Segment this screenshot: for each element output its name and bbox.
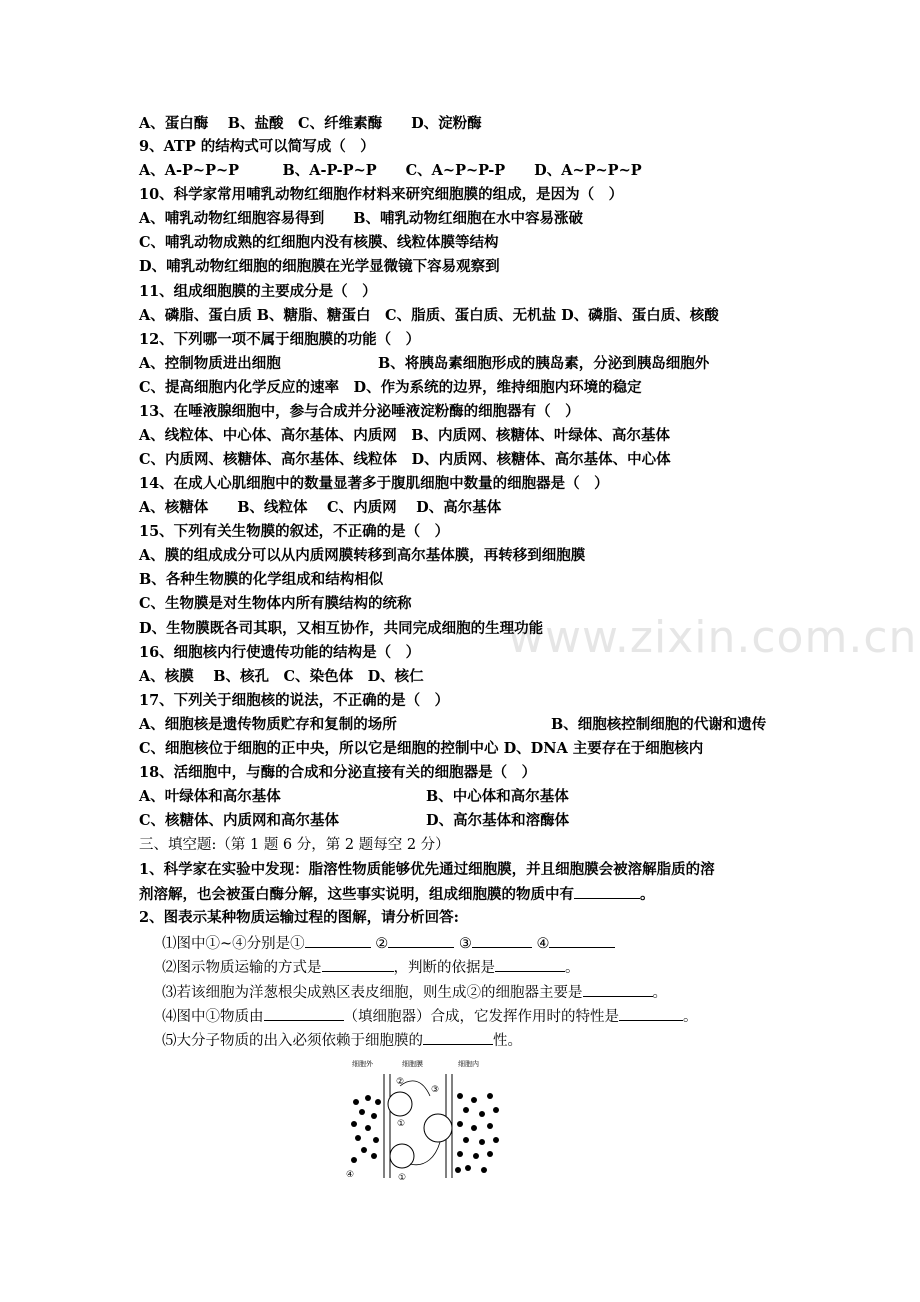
q10-option-c: C、哺乳动物成熟的红细胞内没有核膜、线粒体膜等结构 (139, 234, 499, 251)
fill2-stem: 2、图表示某种物质运输过程的图解，请分析回答: (139, 909, 459, 926)
fill1-line2 (139, 884, 655, 905)
transport-diagram (340, 1056, 520, 1188)
fill2-sub4 (162, 1006, 698, 1027)
q9-stem: 9、ATP 的结构式可以简写成（ ） (139, 138, 375, 155)
mark-3: ③ (431, 1085, 440, 1095)
fill1-end: 。 (640, 886, 655, 903)
q9-options: A、A-P~P~P B、A-P-P~P C、A~P~P-P D、A~P~P~P (139, 162, 642, 179)
fill2-sub5 (162, 1030, 522, 1051)
sub2-blank-1[interactable] (322, 957, 394, 972)
q15-option-c: C、生物膜是对生物体内所有膜结构的统称 (139, 595, 412, 612)
watermark: www.zixin.com.cn (508, 612, 918, 663)
sub5-text-a: ⑸大分子物质的出入必须依赖于细胞膜的 (162, 1033, 423, 1049)
q18-option-b: B、中心体和高尔基体 (426, 788, 569, 805)
sub1-text: ⑴图中①~④分别是① (162, 936, 305, 952)
q17-option-b: B、细胞核控制细胞的代谢和遗传 (551, 716, 767, 733)
label-inside: 细胞内 (458, 1060, 479, 1068)
sub1-blank-2[interactable] (388, 933, 454, 948)
q10-option-ab: A、哺乳动物红细胞容易得到 B、哺乳动物红细胞在水中容易涨破 (139, 210, 584, 227)
q18-option-d: D、高尔基体和溶酶体 (426, 812, 570, 829)
sub2-text-a: ⑵图示物质运输的方式是 (162, 960, 322, 976)
q17-stem: 17、下列关于细胞核的说法，不正确的是（ ） (139, 692, 450, 709)
q17-option-a: A、细胞核是遗传物质贮存和复制的场所 (139, 716, 397, 733)
mark-2: ② (396, 1077, 405, 1087)
q14-stem: 14、在成人心肌细胞中的数量显著多于腹肌细胞中数量的细胞器是（ ） (139, 475, 609, 492)
q10-option-d: D、哺乳动物红细胞的细胞膜在光学显微镜下容易观察到 (139, 258, 500, 275)
q15-option-d: D、生物膜既各司其职，又相互协作，共同完成细胞的生理功能 (139, 620, 544, 637)
label-outside: 细胞外 (352, 1060, 373, 1068)
q13-stem: 13、在唾液腺细胞中，参与合成并分泌唾液淀粉酶的细胞器有（ ） (139, 403, 580, 420)
sub4-blank-1[interactable] (264, 1006, 344, 1021)
sub5-text-b: 性。 (493, 1033, 522, 1049)
q13-options-ab: A、线粒体、中心体、高尔基体、内质网 B、内质网、核糖体、叶绿体、高尔基体 (139, 427, 671, 444)
fill2-sub2 (162, 957, 580, 978)
mark-1-lower: ① (398, 1173, 407, 1183)
sub4-text-b: （填细胞器）合成，它发挥作用时的特性是 (343, 1009, 619, 1025)
label-membrane: 细胞膜 (402, 1060, 423, 1068)
sub4-blank-2[interactable] (619, 1006, 683, 1021)
arrow-lower (410, 1142, 440, 1165)
fill1-text: 剂溶解，也会被蛋白酶分解，这些事实说明，组成细胞膜的物质中有 (139, 886, 574, 903)
sub4-text-a: ⑷图中①物质由 (162, 1009, 264, 1025)
inside-molecules (455, 1093, 499, 1173)
sub1-mark-4: ④ (536, 936, 550, 952)
sub1-mark-3: ③ (458, 936, 472, 952)
q16-options: A、核膜 B、核孔 C、染色体 D、核仁 (139, 668, 424, 685)
sub3-text: ⑶若该细胞为洋葱根尖成熟区表皮细胞，则生成②的细胞器主要是 (162, 985, 583, 1001)
q10-stem: 10、科学家常用哺乳动物红细胞作材料来研究细胞膜的组成，是因为（ ） (139, 186, 624, 203)
fill2-sub1 (162, 933, 615, 954)
mark-4: ④ (346, 1170, 355, 1180)
sub1-blank-3[interactable] (472, 933, 532, 948)
q11-stem: 11、组成细胞膜的主要成分是（ ） (139, 283, 377, 300)
q16-stem: 16、细胞核内行使遗传功能的结构是（ ） (139, 644, 421, 661)
q18-stem: 18、活细胞中，与酶的合成和分泌直接有关的细胞器是（ ） (139, 764, 537, 781)
q15-option-a: A、膜的组成成分可以从内质网膜转移到高尔基体膜，再转移到细胞膜 (139, 547, 586, 564)
fill1-blank[interactable] (574, 884, 640, 899)
sub1-blank-1[interactable] (305, 933, 371, 948)
q12-option-b: B、将胰岛素细胞形成的胰岛素，分泌到胰岛细胞外 (378, 355, 710, 372)
sub5-blank[interactable] (423, 1030, 493, 1045)
sub2-text-b: ，判断的依据是 (393, 960, 495, 976)
mark-1-upper: ① (397, 1119, 406, 1129)
q18-options-ab (139, 787, 569, 807)
fill1-line1: 1、科学家在实验中发现：脂溶性物质能够优先通过细胞膜，并且细胞膜会被溶解脂质的溶 (139, 861, 715, 878)
q12-stem: 12、下列哪一项不属于细胞膜的功能（ ） (139, 331, 421, 348)
carrier-circle-right (424, 1114, 452, 1142)
sub3-end: 。 (652, 985, 667, 1001)
sub2-end: 。 (565, 960, 580, 976)
q12-options-cd: C、提高细胞内化学反应的速率 D、作为系统的边界，维持细胞内环境的稳定 (139, 379, 642, 396)
q18-options-cd (139, 811, 570, 831)
q17-options-ab (139, 715, 767, 735)
q14-options: A、核糖体 B、线粒体 C、内质网 D、高尔基体 (139, 499, 502, 516)
sub3-blank[interactable] (583, 982, 653, 997)
sub2-blank-2[interactable] (495, 957, 565, 972)
q18-option-c: C、核糖体、内质网和高尔基体 (139, 812, 340, 829)
q12-option-a: A、控制物质进出细胞 (139, 355, 281, 372)
q18-option-a: A、叶绿体和高尔基体 (139, 788, 281, 805)
sub1-mark-2: ② (375, 936, 389, 952)
q17-options-cd: C、细胞核位于细胞的正中央，所以它是细胞的控制中心 D、DNA 主要存在于细胞核内 (139, 740, 704, 757)
carrier-circle-upper (388, 1092, 412, 1116)
q11-options: A、磷脂、蛋白质 B、糖脂、糖蛋白 C、脂质、蛋白质、无机盐 D、磷脂、蛋白质、核酸 (139, 307, 719, 324)
q15-stem: 15、下列有关生物膜的叙述，不正确的是（ ） (139, 523, 450, 540)
sub4-end: 。 (683, 1009, 698, 1025)
q12-options-ab (139, 354, 710, 374)
outside-molecules (351, 1095, 381, 1163)
q8-options: A、蛋白酶 B、盐酸 C、纤维素酶 D、淀粉酶 (139, 115, 482, 132)
q15-option-b: B、各种生物膜的化学组成和结构相似 (139, 571, 384, 588)
section3-title: 三、填空题:（第 1 题 6 分，第 2 题每空 2 分） (139, 837, 450, 853)
fill2-sub3 (162, 982, 667, 1003)
sub1-blank-4[interactable] (549, 933, 615, 948)
q13-options-cd: C、内质网、核糖体、高尔基体、线粒体 D、内质网、核糖体、高尔基体、中心体 (139, 451, 671, 468)
